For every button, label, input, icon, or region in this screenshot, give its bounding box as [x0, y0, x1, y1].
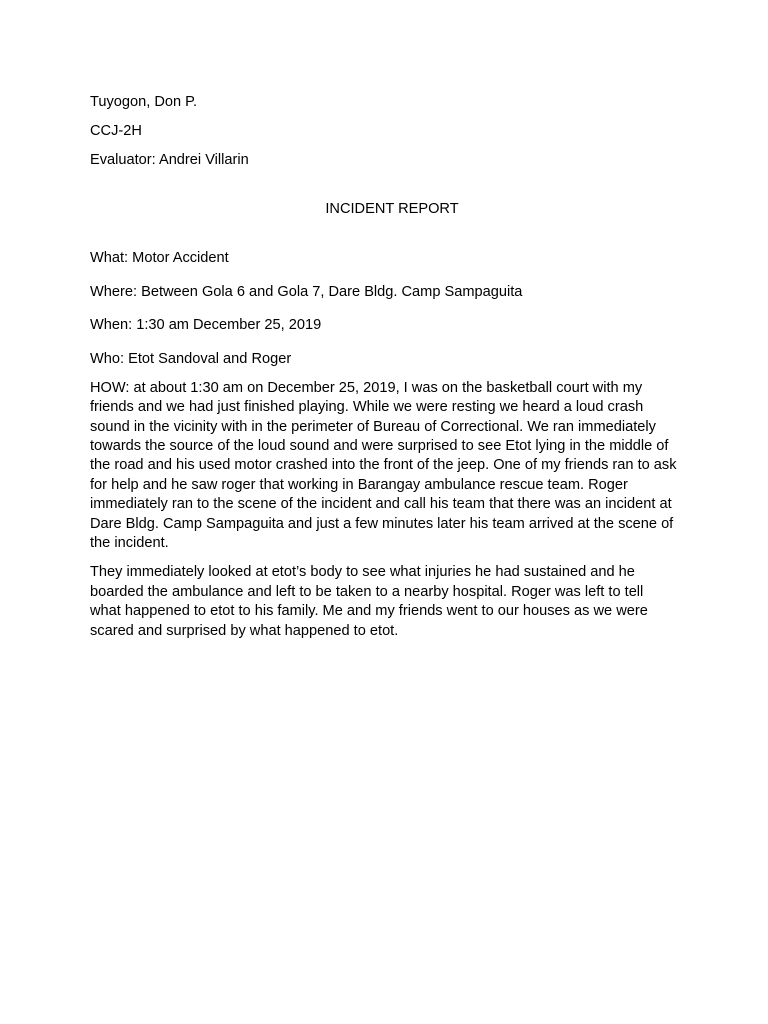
field-when: When: 1:30 am December 25, 2019: [90, 317, 322, 334]
author-name: Tuyogon, Don P.: [90, 94, 198, 110]
evaluator-line: Evaluator: Andrei Villarin: [90, 152, 249, 168]
document-body: [90, 93, 678, 651]
section-code: CCJ-2H: [90, 123, 142, 139]
paragraph-how: HOW: at about 1:30 am on December 25, 2019, I was on the basketball court with my friends and we had just finished playing. While we were resting we heard a loud crash sound in the vicinity with in the perimeter of Bureau of Correctional. We ran immediately towards the source of the loud sound and were surprised to see Etot lying in the middle of the road and his used motor crashed into the front of the jeep. One of my friends ran to ask for help and he saw roger that working in Barangay ambulance rescue team. Roger immediately ran to the scene of the incident and call his team that there was an incident at Dare Bldg. Camp Sampaguita and just a few minutes later his team arrived at the scene of the incident.: [90, 379, 677, 552]
field-what: What: Motor Accident: [90, 250, 229, 266]
document-title: INCIDENT REPORT: [325, 201, 459, 217]
field-who: Who: Etot Sandoval and Roger: [90, 350, 292, 367]
paragraph-aftermath: They immediately looked at etot’s body to see what injuries he had sustained and he boarded the ambulance and left to be taken to a nearby hospital. Roger was left to tell what happened to etot to his family. Me and my friends went to our houses as we were scared and surprised by what happened to etot.: [90, 564, 648, 639]
field-where: Where: Between Gola 6 and Gola 7, Dare Bldg. Camp Sampaguita: [90, 283, 523, 300]
